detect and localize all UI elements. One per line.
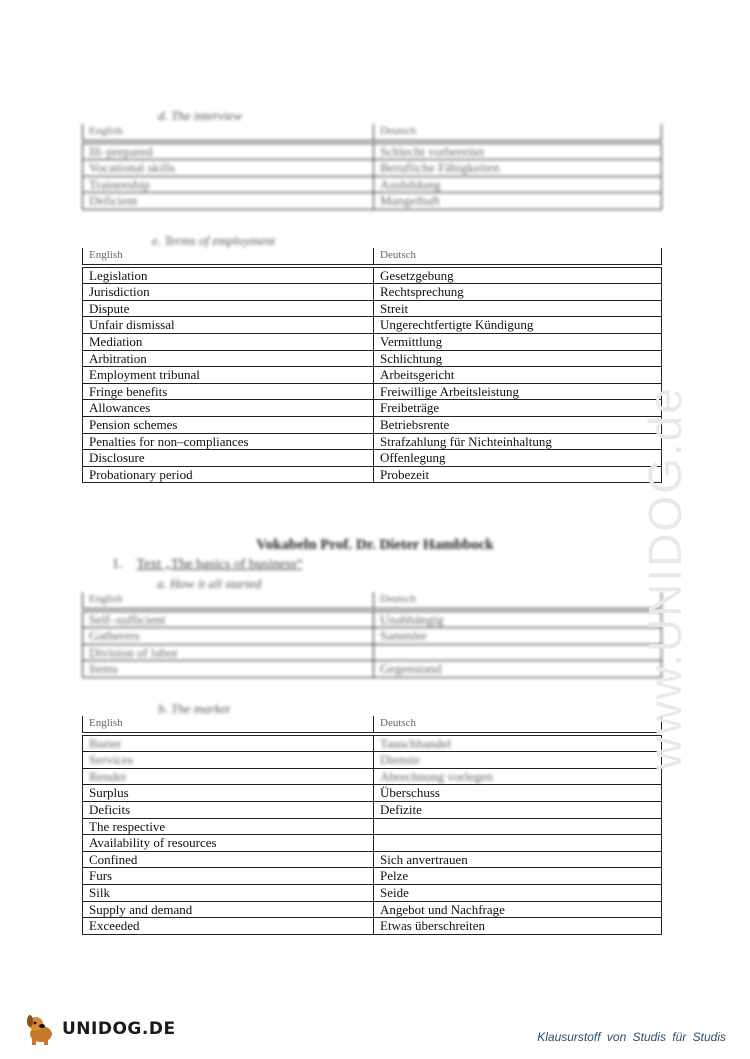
table-header-row	[83, 716, 662, 734]
table-row	[83, 768, 662, 785]
table-row	[83, 433, 662, 450]
cell-english: Disclosure	[83, 450, 374, 467]
cell-english: Jurisdiction	[83, 284, 374, 301]
table-row	[83, 317, 662, 334]
cell-english: Unfair dismissal	[83, 317, 374, 334]
cell-deutsch: Etwas überschreiten	[374, 918, 662, 935]
text-heading-title: Text „The basics of business“	[136, 557, 303, 572]
header-deutsch: Deutsch	[374, 592, 662, 610]
section-b-title: b. The market	[158, 701, 230, 716]
cell-english: Services	[83, 752, 374, 769]
cell-deutsch: Schlichtung	[374, 350, 662, 367]
table-row	[83, 851, 662, 868]
table-row	[83, 142, 662, 160]
cell-deutsch: Gegenstand	[374, 661, 662, 678]
cell-english: Surplus	[83, 785, 374, 802]
cell-english: The respective	[83, 818, 374, 835]
cell-english: Render	[83, 768, 374, 785]
table-row	[83, 644, 662, 661]
table-row	[83, 661, 662, 678]
footer-tagline: Klausurstoff von Studis für Studis	[537, 1030, 726, 1044]
cell-english: Traineeship	[83, 176, 374, 193]
table-row	[83, 367, 662, 384]
table-row	[83, 450, 662, 467]
unidog-logo[interactable]	[24, 1012, 176, 1046]
cell-english: Fringe benefits	[83, 383, 374, 400]
cell-deutsch: Überschuss	[374, 785, 662, 802]
cell-deutsch: Abrechnung vorlegen	[374, 768, 662, 785]
table-row	[83, 785, 662, 802]
table-row	[83, 884, 662, 901]
table-row	[83, 734, 662, 752]
header-deutsch: Deutsch	[374, 124, 662, 142]
section-a-title: a. How it all started	[157, 576, 262, 591]
cell-deutsch: Rechtsprechung	[374, 284, 662, 301]
cell-deutsch: Ausbildung	[374, 176, 662, 193]
cell-deutsch: Mangelhaft	[374, 193, 662, 210]
document-title: Vokabeln Prof. Dr. Dieter Hambbock	[256, 537, 494, 553]
table-header-row	[83, 248, 662, 266]
cell-english: Deficits	[83, 801, 374, 818]
table-row	[83, 300, 662, 317]
cell-deutsch: Dienste	[374, 752, 662, 769]
cell-english: Arbitration	[83, 350, 374, 367]
cell-deutsch: Defizite	[374, 801, 662, 818]
cell-english: Gatherers	[83, 628, 374, 645]
table-row	[83, 610, 662, 628]
table-row	[83, 818, 662, 835]
cell-english: Mediation	[83, 333, 374, 350]
cell-english: Penalties for non–compliances	[83, 433, 374, 450]
cell-english: Confined	[83, 851, 374, 868]
cell-deutsch: Offenlegung	[374, 450, 662, 467]
cell-deutsch: Sich anvertrauen	[374, 851, 662, 868]
cell-deutsch: Berufliche Fähigkeiten	[374, 160, 662, 177]
cell-english: Supply and demand	[83, 901, 374, 918]
cell-english: Availability of resources	[83, 835, 374, 852]
cell-deutsch: Betriebsrente	[374, 416, 662, 433]
table-header-row	[83, 592, 662, 610]
table-row	[83, 628, 662, 645]
cell-english: Division of labor	[83, 644, 374, 661]
cell-english: Allowances	[83, 400, 374, 417]
text-heading-number: 1.	[112, 557, 123, 572]
cell-english: Items	[83, 661, 374, 678]
cell-english: Legislation	[83, 266, 374, 284]
table-row	[83, 801, 662, 818]
cell-deutsch: Probezeit	[374, 466, 662, 483]
table-row	[83, 193, 662, 210]
vocab-table-how-it-started	[82, 592, 662, 678]
cell-english: Self–sufficient	[83, 610, 374, 628]
section-e-title: e. Terms of employment	[152, 233, 276, 248]
cell-english: Deficient	[83, 193, 374, 210]
cell-english: Dispute	[83, 300, 374, 317]
cell-deutsch: Angebot und Nachfrage	[374, 901, 662, 918]
cell-deutsch: Streit	[374, 300, 662, 317]
header-deutsch: Deutsch	[374, 248, 662, 266]
cell-english: Probationary period	[83, 466, 374, 483]
table-row	[83, 416, 662, 433]
cell-deutsch	[374, 644, 662, 661]
table-row	[83, 350, 662, 367]
header-english: English	[83, 248, 374, 266]
table-row	[83, 918, 662, 935]
cell-deutsch: Unabhängig	[374, 610, 662, 628]
table-row	[83, 284, 662, 301]
table-row	[83, 266, 662, 284]
cell-deutsch: Ungerechtfertigte Kündigung	[374, 317, 662, 334]
cell-deutsch: Strafzahlung für Nichteinhaltung	[374, 433, 662, 450]
table-row	[83, 160, 662, 177]
cell-english: Ill–prepared	[83, 142, 374, 160]
header-english: English	[83, 716, 374, 734]
header-english: English	[83, 592, 374, 610]
cell-english: Pension schemes	[83, 416, 374, 433]
vocab-table-market	[82, 716, 662, 935]
cell-deutsch: Tauschhandel	[374, 734, 662, 752]
table-row	[83, 383, 662, 400]
table-row	[83, 176, 662, 193]
table-header-row	[83, 124, 662, 142]
watermark: www.UNIDOG.de	[639, 386, 691, 770]
dog-icon	[24, 1012, 58, 1046]
cell-deutsch: Schlecht vorbereitet	[374, 142, 662, 160]
header-deutsch: Deutsch	[374, 716, 662, 734]
cell-deutsch: Gesetzgebung	[374, 266, 662, 284]
table-row	[83, 333, 662, 350]
cell-deutsch	[374, 835, 662, 852]
table-row	[83, 466, 662, 483]
cell-deutsch: Freibeträge	[374, 400, 662, 417]
table-row	[83, 752, 662, 769]
cell-deutsch: Sammler	[374, 628, 662, 645]
cell-english: Barter	[83, 734, 374, 752]
cell-english: Exceeded	[83, 918, 374, 935]
cell-deutsch: Arbeitsgericht	[374, 367, 662, 384]
cell-english: Furs	[83, 868, 374, 885]
vocab-table-interview	[82, 124, 662, 210]
section-d-title: d. The interview	[158, 108, 243, 123]
cell-deutsch: Seide	[374, 884, 662, 901]
text-heading	[112, 557, 303, 573]
table-row	[83, 835, 662, 852]
cell-english: Silk	[83, 884, 374, 901]
cell-deutsch: Pelze	[374, 868, 662, 885]
logo-text: UNIDOG.DE	[62, 1019, 176, 1039]
cell-english: Vocational skills	[83, 160, 374, 177]
header-english: English	[83, 124, 374, 142]
cell-deutsch	[374, 818, 662, 835]
table-row	[83, 901, 662, 918]
table-row	[83, 868, 662, 885]
table-row	[83, 400, 662, 417]
vocab-table-terms-of-employment	[82, 248, 662, 483]
cell-deutsch: Vermittlung	[374, 333, 662, 350]
cell-deutsch: Freiwillige Arbeitsleistung	[374, 383, 662, 400]
cell-english: Employment tribunal	[83, 367, 374, 384]
